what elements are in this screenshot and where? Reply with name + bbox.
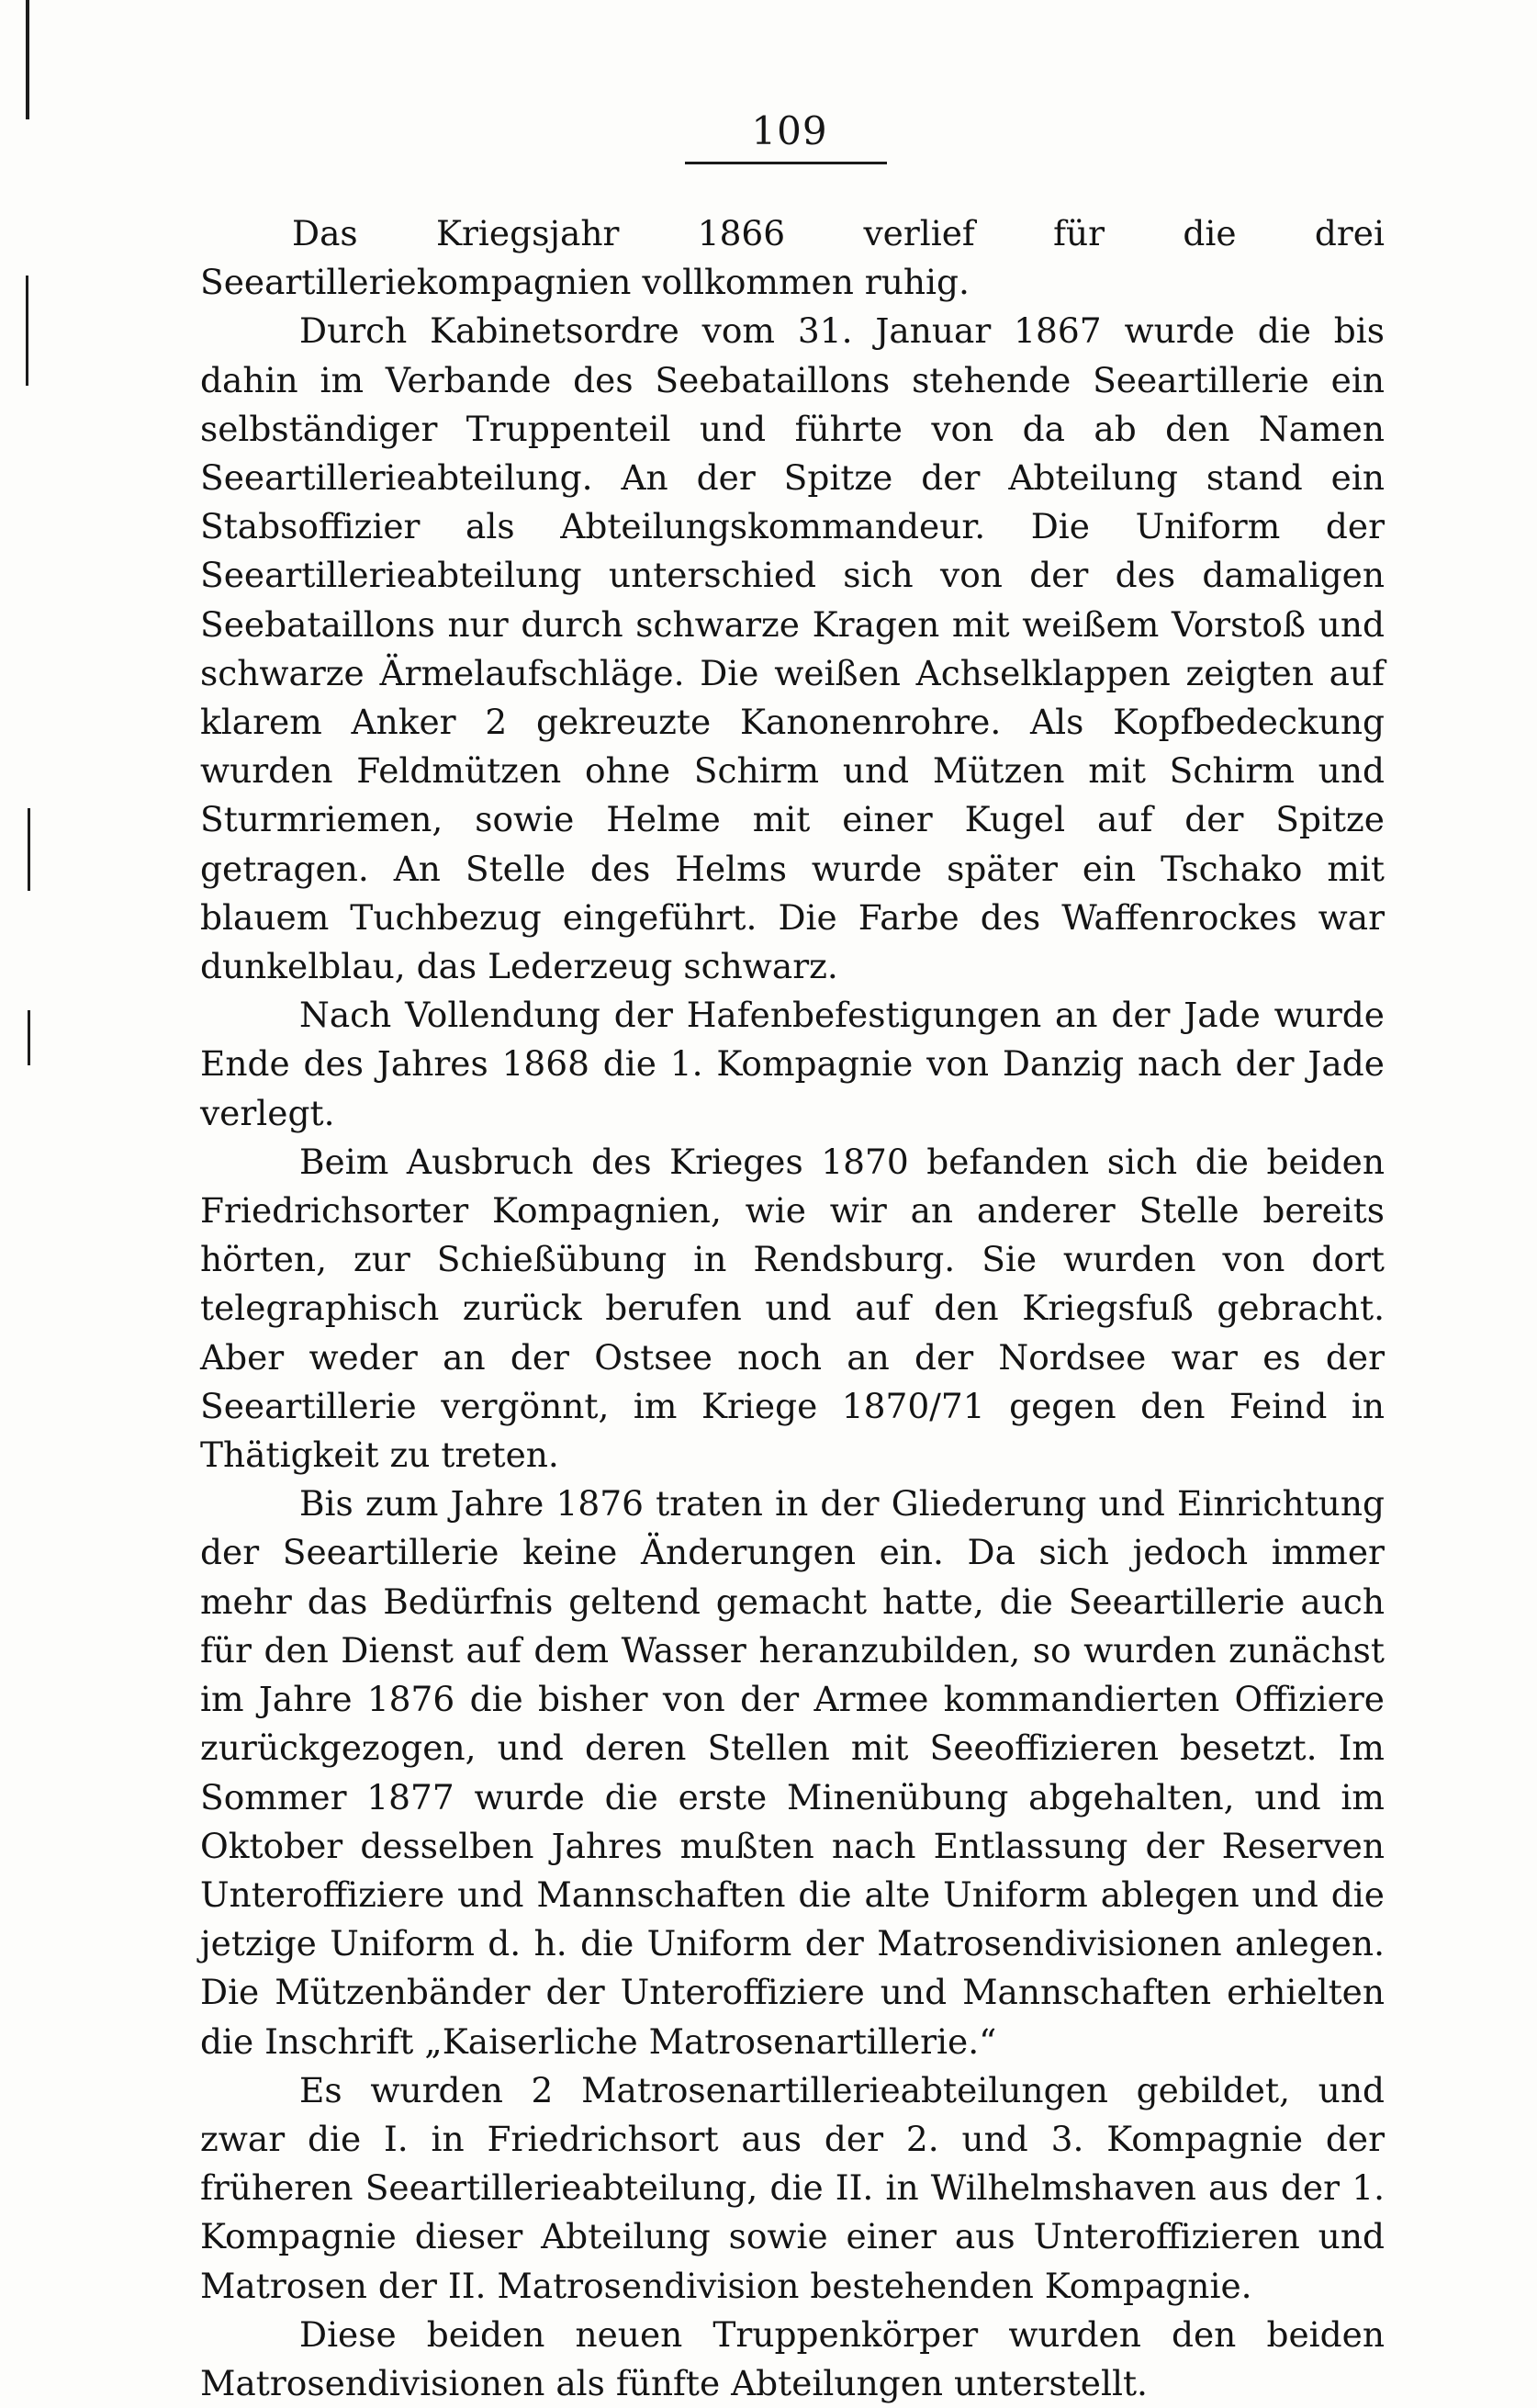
paragraph: Durch Kabinetsordre vom 31. Januar 1867 wurde die bis dahin im Verbande des Seebataillons stehende Seeartillerie ein selbständiger Truppenteil und führte von da ab den Namen Seeartillerieabteilung. An der Spitze der Abteilung stand ein Stabsoffizier als Abteilungskommandeur. Die Uniform der Seeartillerieabteilung unterschied sich von der des damaligen Seebataillons nur durch schwarze Kragen mit weißem Vorstoß und schwarze Ärmelaufschläge. Die weißen Achselklappen zeigten auf klarem Anker 2 gekreuzte Kanonenrohre. Als Kopfbedeckung wurden Feldmützen ohne Schirm und Mützen mit Schirm und Sturmriemen, sowie Helme mit einer Kugel auf der Spitze getragen. An Stelle des Helms wurde später ein Tschako mit blauem Tuchbezug eingeführt. Die Farbe des Waffenrockes war dunkelblau, das Lederzeug schwarz. [200,310,1385,987]
paragraph: Diese beiden neuen Truppenkörper wurden den beiden Matrosendivisionen als fünfte Abteilungen unterstellt. [200,2313,1385,2403]
paragraph: Bis zum Jahre 1876 traten in der Gliederung und Einrichtung der Seeartillerie keine Änderungen ein. Da sich jedoch immer mehr das Bedürfnis geltend gemacht hatte, die Seeartillerie auch für den Dienst auf dem Wasser heranzubilden, so wurden zunächst im Jahre 1876 die bisher von der Armee kommandierten Offiziere zurückgezogen, und deren Stellen mit Seeoffizieren besetzt. Im Sommer 1877 wurde die erste Minenübung abgehalten, und im Oktober desselben Jahres mußten nach Entlassung der Reserven Unteroffiziere und Mannschaften die alte Uniform ablegen und die jetzige Uniform d. h. die Uniform der Matrosendivisionen anlegen. Die Mützenbänder der Unteroffiziere und Mannschaften erhielten die Inschrift „Kaiserliche Matrosenartillerie.“ [200,1483,1385,2062]
page-number: 109 [751,108,828,153]
scan-edge-mark [28,808,30,891]
body-text [200,209,1385,2408]
scan-edge-mark [26,276,28,386]
header-rule [685,162,887,164]
scan-edge-mark [28,1010,30,1065]
paragraph: Das Kriegsjahr 1866 verlief für die drei Seeartilleriekompagnien vollkommen ruhig. [200,213,1385,303]
paragraph: Es wurden 2 Matrosenartillerieabteilungen gebildet, und zwar die I. in Friedrichsort aus der 2. und 3. Kompagnie der früheren Seeartillerieabteilung, die II. in Wilhelmshaven aus der 1. Kompagnie dieser Abteilung sowie einer aus Unteroffizieren und Matrosen der II. Matrosendivision bestehenden Kompagnie. [200,2069,1385,2306]
scan-edge-mark [26,0,29,119]
paragraph: Beim Ausbruch des Krieges 1870 befanden sich die beiden Friedrichsorter Kompagnien, wie wir an anderer Stelle bereits hörten, zur Schießübung in Rendsburg. Sie wurden von dort telegraphisch zurück berufen und auf den Kriegsfuß gebracht. Aber weder an der Ostsee noch an der Nordsee war es der Seeartillerie vergönnt, im Kriege 1870/71 gegen den Feind in Thätigkeit zu treten. [200,1141,1385,1476]
paragraph: Nach Vollendung der Hafenbefestigungen an der Jade wurde Ende des Jahres 1868 die 1. Kompagnie von Danzig nach der Jade verlegt. [200,995,1385,1133]
